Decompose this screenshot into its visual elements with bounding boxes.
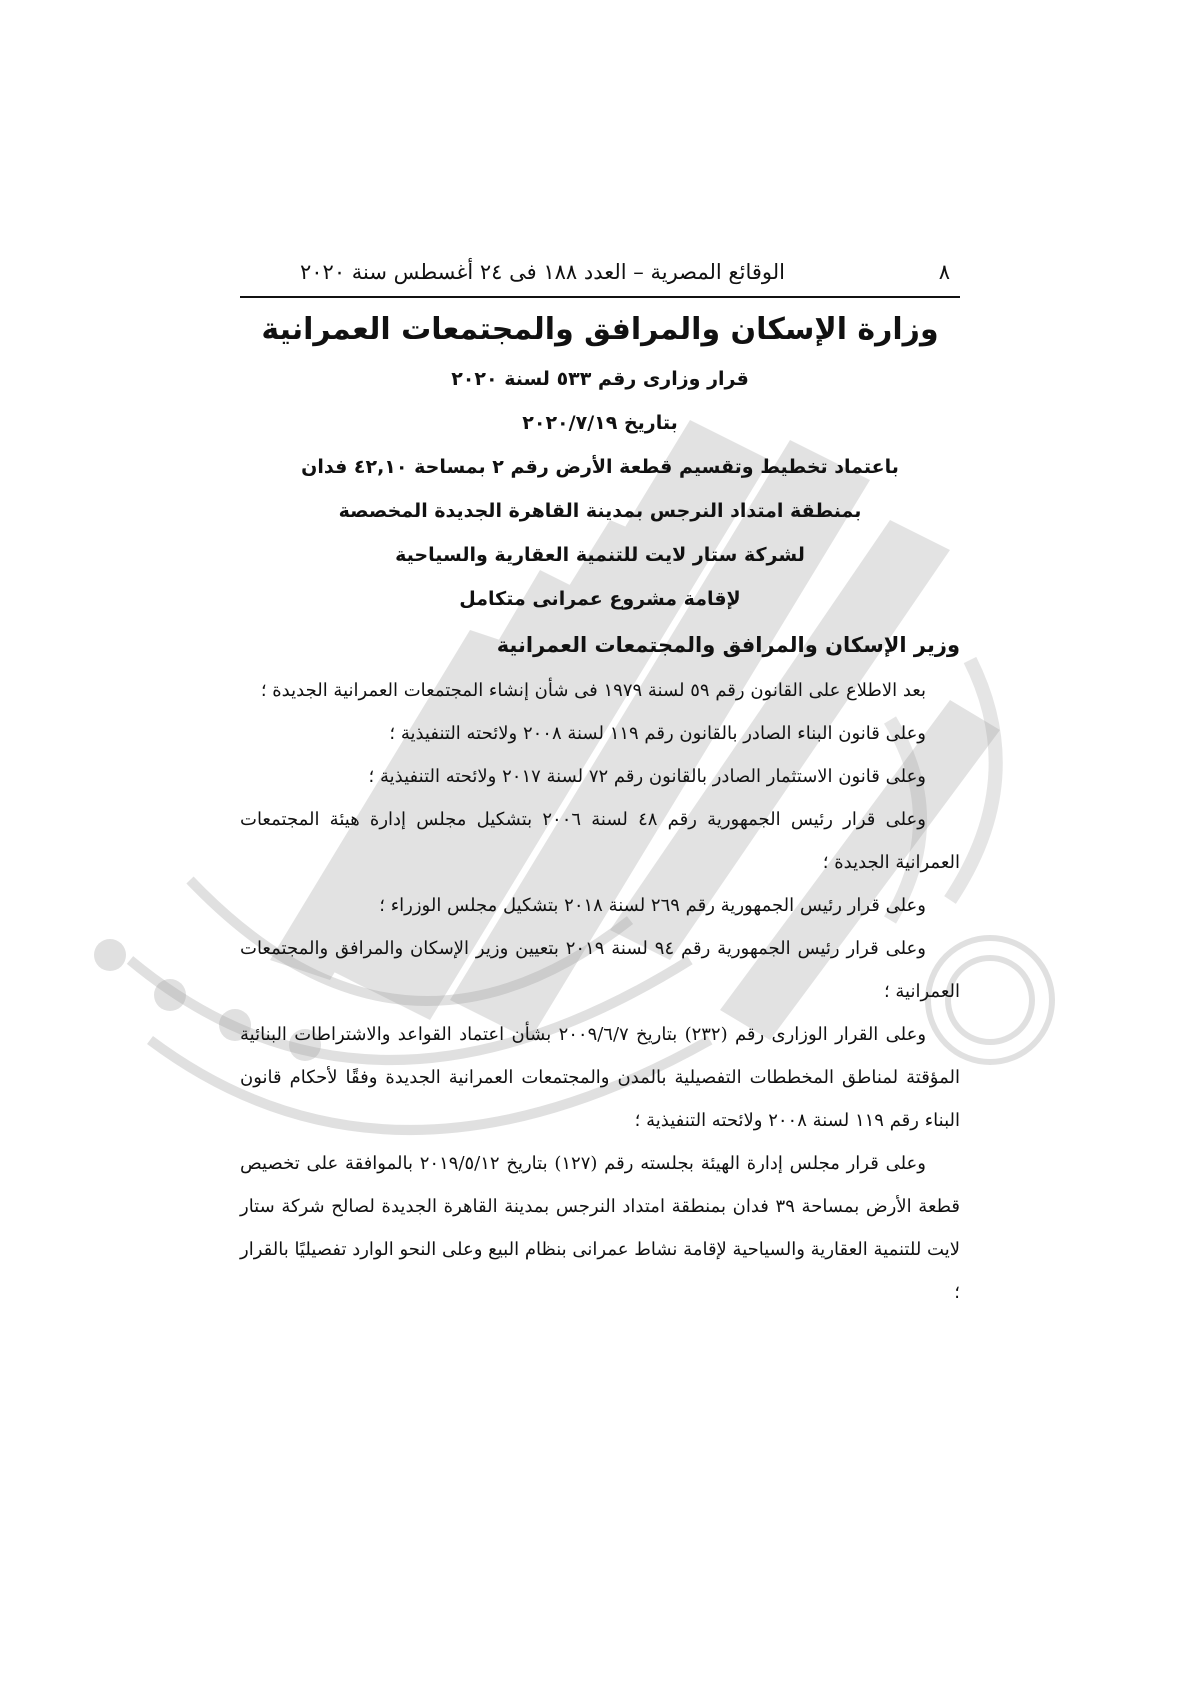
decree-date: بتاريخ ٢٠٢٠/٧/١٩ [522,412,678,434]
body-paragraph: وعلى القرار الوزارى رقم (٢٣٢) بتاريخ ٢٠٠٩/٦/٧ بشأن اعتماد القواعد والاشتراطات البنائية المؤقتة لمناطق المخططات التفصيلية بالمدن والمجتمعات العمرانية الجديدة وفقًا لأحكام قانون البناء رقم ١١٩ لسنة ٢٠٠٨ ولائحته التنفيذية ؛ [240,1024,960,1131]
decree-title: قرار وزارى رقم ٥٣٣ لسنة ٢٠٢٠ [451,368,749,390]
body-paragraph: وعلى قانون الاستثمار الصادر بالقانون رقم ٧٢ لسنة ٢٠١٧ ولائحته التنفيذية ؛ [368,766,926,787]
body-paragraph: وعلى قرار رئيس الجمهورية رقم ٢٦٩ لسنة ٢٠١٨ بتشكيل مجلس الوزراء ؛ [379,895,926,916]
subject-line: بمنطقة امتداد النرجس بمدينة القاهرة الجديدة المخصصة [338,500,862,522]
body-paragraph: وعلى قرار رئيس الجمهورية رقم ٩٤ لسنة ٢٠١٩ بتعيين وزير الإسكان والمرافق والمجتمعات العمرانية ؛ [240,938,960,1002]
body-paragraph: وعلى قانون البناء الصادر بالقانون رقم ١١٩ لسنة ٢٠٠٨ ولائحته التنفيذية ؛ [389,723,926,744]
document-page [240,260,960,1314]
body-paragraph: وعلى قرار مجلس إدارة الهيئة بجلسته رقم (١٢٧) بتاريخ ٢٠١٩/٥/١٢ بالموافقة على تخصيص قطعة الأرض بمساحة ٣٩ فدان بمنطقة امتداد النرجس بمدينة القاهرة الجديدة لصالح شركة ستار لايت للتنمية العقارية والسياحية لإقامة نشاط عمرانى بنظام البيع وعلى النحو الوارد تفصيليًا بالقرار ؛ [240,1153,960,1303]
subject-line: لإقامة مشروع عمرانى متكامل [459,588,741,610]
body-paragraph: وعلى قرار رئيس الجمهورية رقم ٤٨ لسنة ٢٠٠٦ بتشكيل مجلس إدارة هيئة المجتمعات العمرانية الجديدة ؛ [240,809,960,873]
body-paragraph: بعد الاطلاع على القانون رقم ٥٩ لسنة ١٩٧٩ فى شأن إنشاء المجتمعات العمرانية الجديدة ؛ [260,680,926,701]
subject-line: باعتماد تخطيط وتقسيم قطعة الأرض رقم ٢ بمساحة ٤٢,١٠ فدان [301,456,899,478]
page-number: ٨ [938,260,950,284]
running-header [240,260,960,298]
minister-heading: وزير الإسكان والمرافق والمجتمعات العمرانية [496,633,960,657]
ministry-title: وزارة الإسكان والمرافق والمجتمعات العمرانية [261,312,939,347]
publication-line: الوقائع المصرية – العدد ١٨٨ فى ٢٤ أغسطس سنة ٢٠٢٠ [300,260,785,284]
subject-line: لشركة ستار لايت للتنمية العقارية والسياحية [395,544,805,566]
